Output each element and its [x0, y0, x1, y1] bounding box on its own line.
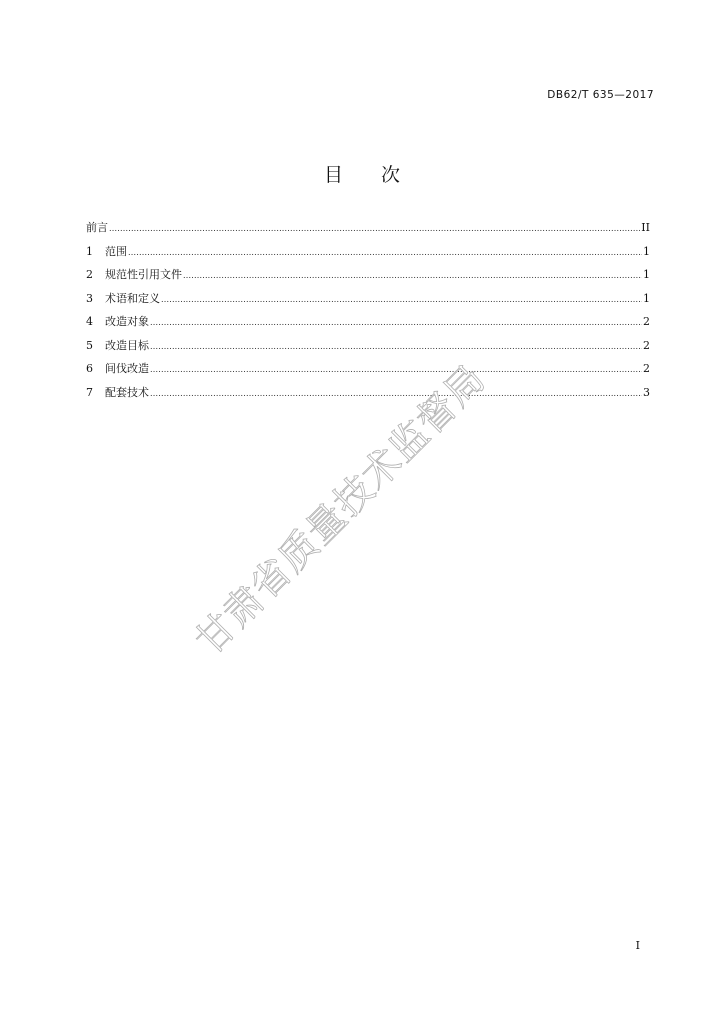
watermark: 甘肃省质量技术监督局	[187, 356, 494, 663]
page-number: I	[635, 939, 640, 952]
toc-entry-number: 5	[86, 338, 93, 352]
table-of-contents	[86, 219, 650, 407]
toc-entry-page: 3	[643, 385, 650, 399]
toc-entry-label: 前言	[86, 221, 108, 234]
toc-entry-page: 2	[643, 338, 650, 352]
toc-entry-number: 1	[86, 244, 93, 258]
toc-entry-reform-goals[interactable]	[86, 337, 650, 361]
toc-leader-dots	[150, 318, 642, 327]
toc-title-char-1: 目	[323, 164, 343, 186]
toc-entry-scope[interactable]	[86, 243, 650, 267]
toc-entry-label: 术语和定义	[105, 291, 160, 305]
toc-entry-terms-definitions[interactable]	[86, 290, 650, 314]
toc-entry-number: 2	[86, 268, 93, 281]
toc-entry-label: 改造对象	[105, 315, 149, 328]
toc-entry-label: 规范性引用文件	[105, 268, 182, 281]
toc-leader-dots	[128, 248, 642, 257]
toc-entry-page: 1	[643, 268, 650, 281]
toc-entry-page: 1	[643, 244, 650, 258]
toc-leader-dots	[161, 295, 642, 304]
toc-entry-page: II	[641, 221, 650, 234]
standard-code: DB62/T 635—2017	[547, 89, 654, 101]
toc-leader-dots	[150, 389, 642, 398]
toc-entry-normative-references[interactable]	[86, 266, 650, 290]
toc-entry-number: 7	[86, 385, 93, 399]
toc-entry-page: 2	[643, 315, 650, 328]
toc-leader-dots	[183, 271, 642, 280]
toc-entry-number: 4	[86, 315, 93, 328]
toc-entry-number: 3	[86, 291, 93, 305]
toc-entry-label: 配套技术	[105, 385, 149, 399]
toc-entry-page: 2	[643, 362, 650, 375]
toc-entry-reform-objects[interactable]	[86, 313, 650, 337]
toc-entry-thinning-reform[interactable]	[86, 360, 650, 384]
toc-entry-label: 范围	[105, 244, 127, 258]
toc-leader-dots	[150, 342, 642, 351]
toc-entry-number: 6	[86, 362, 93, 375]
toc-entry-foreword[interactable]	[86, 219, 650, 243]
toc-leader-dots	[109, 224, 640, 233]
toc-entry-label: 间伐改造	[105, 362, 149, 375]
toc-entry-supporting-techniques[interactable]	[86, 384, 650, 408]
toc-title	[0, 160, 724, 187]
toc-leader-dots	[150, 365, 642, 374]
toc-title-char-2: 次	[381, 164, 401, 186]
toc-entry-label: 改造目标	[105, 338, 149, 352]
toc-entry-page: 1	[643, 291, 650, 305]
